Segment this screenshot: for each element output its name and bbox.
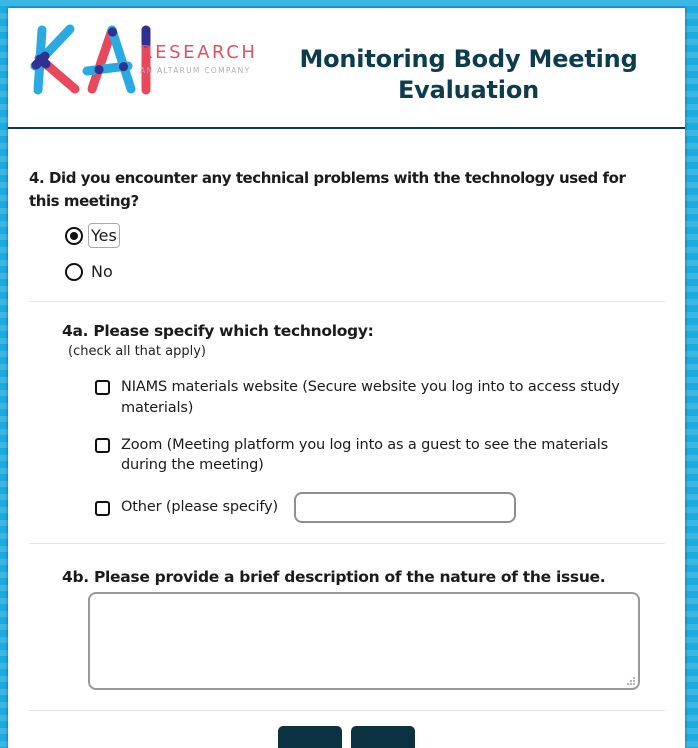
checkbox-icon-zoom[interactable] <box>95 438 110 453</box>
question-4-label: 4. Did you encounter any technical problems with the technology used for this meeting? <box>29 169 626 210</box>
question-4 <box>29 167 645 281</box>
next-button[interactable] <box>351 726 415 748</box>
question-4a-options <box>95 377 645 522</box>
checkbox-label-zoom[interactable]: Zoom (Meeting platform you log into as a guest to see the materials during the meeting) <box>121 436 609 474</box>
question-4-options <box>65 226 645 281</box>
textarea-resize-handle[interactable] <box>627 677 635 685</box>
checkbox-option-niams[interactable] <box>95 377 645 418</box>
question-4b-label: 4b. Please provide a brief description of the nature of the issue. <box>62 567 606 586</box>
checkbox-icon-niams[interactable] <box>95 380 110 395</box>
section-divider-3 <box>29 710 665 711</box>
checkbox-option-zoom[interactable] <box>95 435 645 476</box>
logo-tagline-text: AN ALTARUM COMPANY <box>140 66 251 75</box>
radio-label-no[interactable]: No <box>91 262 113 282</box>
description-textarea-wrap <box>88 592 640 690</box>
question-4a-label: 4a. Please specify which technology: <box>62 322 374 341</box>
back-button[interactable] <box>278 726 342 748</box>
radio-icon-yes[interactable] <box>65 227 83 245</box>
other-specify-input[interactable] <box>294 492 516 523</box>
kai-logo-icon <box>28 22 158 96</box>
radio-option-yes[interactable] <box>65 226 645 245</box>
section-divider-1 <box>29 301 665 302</box>
page-title: Monitoring Body Meeting Evaluation <box>299 45 638 105</box>
nav-button-row <box>8 726 685 748</box>
radio-icon-no[interactable] <box>65 263 83 281</box>
survey-header <box>8 8 685 129</box>
checkbox-icon-other[interactable] <box>95 501 110 516</box>
section-divider-2 <box>29 543 665 544</box>
question-4a <box>62 322 645 522</box>
radio-label-yes[interactable]: Yes <box>91 226 117 245</box>
question-4b <box>62 568 645 690</box>
survey-footer <box>8 710 685 748</box>
radio-option-no[interactable] <box>65 262 645 281</box>
survey-card <box>8 8 685 748</box>
question-4a-hint: (check all that apply) <box>68 344 206 360</box>
kai-research-logo <box>28 22 266 96</box>
checkbox-label-niams[interactable]: NIAMS materials website (Secure website you log into to access study materials) <box>121 379 620 416</box>
checkbox-option-other[interactable] <box>95 492 645 523</box>
checkbox-label-other[interactable]: Other (please specify) <box>121 498 279 515</box>
title-area <box>266 22 671 106</box>
description-textarea[interactable] <box>88 592 640 690</box>
logo-wordmark <box>140 44 258 75</box>
logo-research-text: RESEARCH <box>140 42 258 63</box>
